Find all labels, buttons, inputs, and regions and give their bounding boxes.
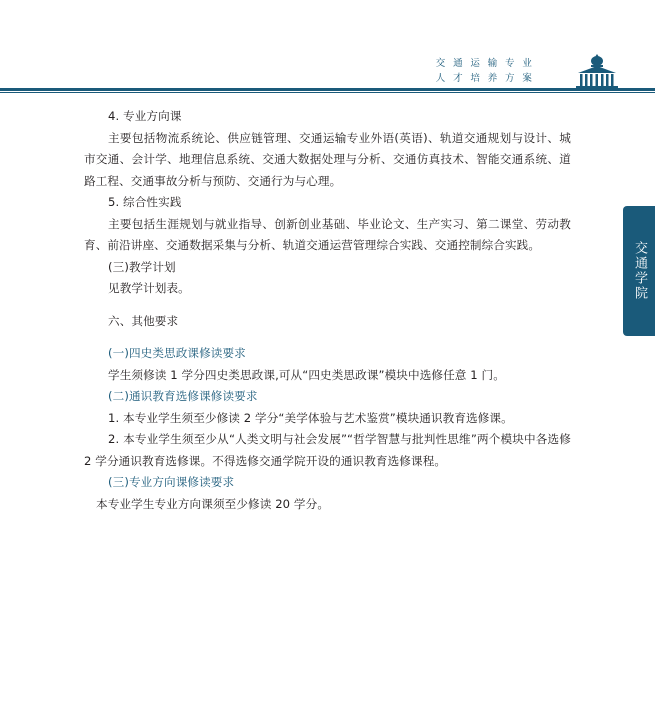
paragraph: 5. 综合性实践 [108, 195, 182, 209]
header-title-line2: 人 才 培 养 方 案 [435, 73, 535, 84]
paragraph: 见教学计划表。 [108, 281, 190, 295]
paragraph: 4. 专业方向课 [108, 109, 182, 123]
university-emblem-icon [566, 52, 628, 92]
paragraph: 2. 本专业学生须至少从“人类文明与社会发展”“哲学智慧与批判性思维”两个模块中各选修 2 学分通识教育选修课。不得选修交通学院开设的通识教育选修课程。 [84, 432, 571, 468]
paragraph: 本专业学生专业方向课须至少修读 20 学分。 [96, 496, 330, 511]
header-title-line1: 交 通 运 输 专 业 [435, 58, 535, 69]
subsection-heading: (二)通识教育选修课修读要求 [108, 389, 258, 403]
section-heading: 六、其他要求 [108, 313, 179, 328]
paragraph: 1. 本专业学生须至少修读 2 学分“美学体验与艺术鉴赏”模块通识教育选修课。 [108, 410, 513, 425]
side-tab-college [623, 206, 655, 336]
paragraph: (三)教学计划 [108, 259, 176, 274]
subsection-heading: (三)专业方向课修读要求 [108, 475, 235, 489]
header-rule-thick [0, 88, 655, 91]
header-title [420, 56, 550, 86]
side-tab-label: 交通学院 [632, 241, 647, 301]
page-header [0, 0, 655, 96]
paragraph: 主要包括物流系统论、供应链管理、交通运输专业外语(英语)、轨道交通规划与设计、城市交通、会计学、地理信息系统、交通大数据处理与分析、交通仿真技术、智能交通系统、道路工程、交通事故分析与预防、交通行为与心理。 [84, 130, 571, 188]
paragraph: 学生须修读 1 学分四史类思政课,可从“四史类思政课”模块中选修任意 1 门。 [108, 367, 505, 382]
header-rule-thin [0, 92, 655, 93]
paragraph: 主要包括生涯规划与就业指导、创新创业基础、毕业论文、生产实习、第二课堂、劳动教育、前沿讲座、交通数据采集与分析、轨道交通运营管理综合实践、交通控制综合实践。 [84, 216, 571, 252]
document-body [84, 106, 571, 515]
subsection-heading: (一)四史类思政课修读要求 [108, 346, 246, 360]
